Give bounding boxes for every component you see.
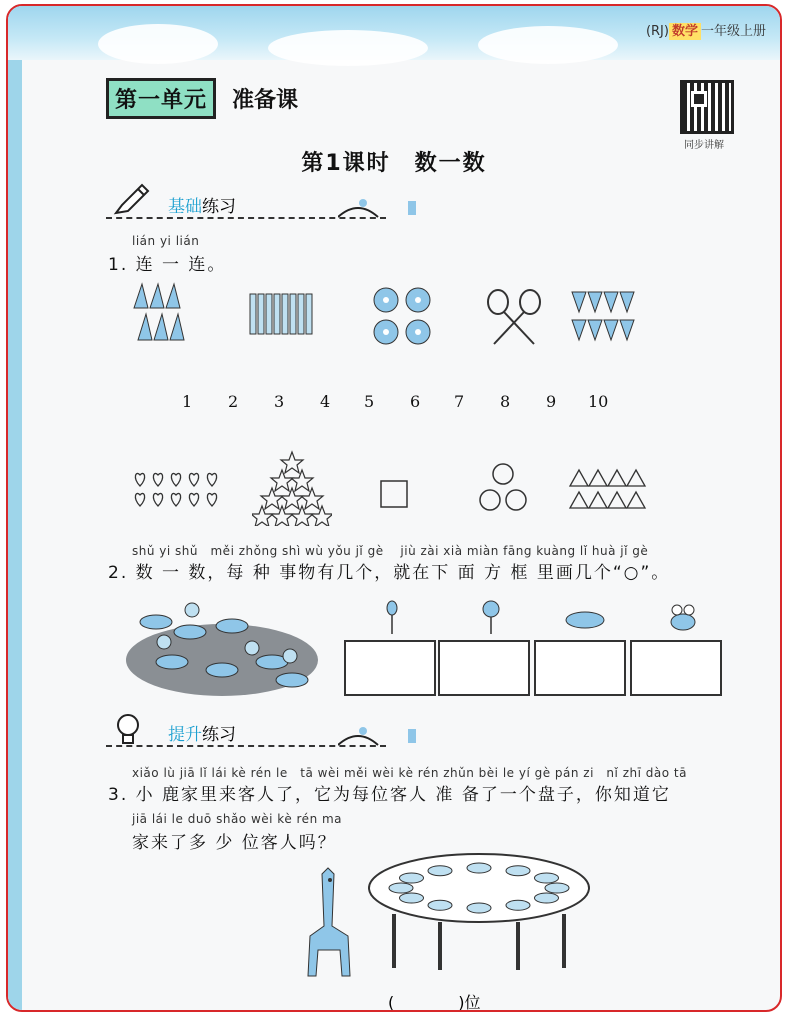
number-10: 10 <box>588 392 609 411</box>
deer-icon <box>288 866 368 986</box>
hearts-group-icon <box>132 468 228 512</box>
answer-box-lotus-bud[interactable] <box>344 640 436 696</box>
plate-icon <box>467 903 491 913</box>
plate-icon <box>535 893 559 903</box>
q1-text: 1. 连 一 连。 <box>108 255 227 275</box>
frog-icon <box>668 602 698 632</box>
series-grade: 一年级上册 <box>700 24 766 39</box>
answer-box-lotus-flower[interactable] <box>438 640 530 696</box>
plate-icon <box>389 883 413 893</box>
number-6: 6 <box>410 392 421 411</box>
flowers-group-icon <box>370 284 434 348</box>
cloud-decoration <box>268 30 428 66</box>
q2-text: 2. 数 一 数，每 种 事物有几个，就在下 面 方 框 里画几个“○”。 <box>108 563 671 583</box>
carrots-group-icon <box>128 282 192 342</box>
hill-decoration-icon <box>338 189 458 219</box>
section-basic-title: 基础练习 <box>168 197 236 217</box>
q3-pinyin-line2: jiā lái le duō shǎo wèi kè rén ma <box>132 812 343 826</box>
page-frame <box>6 4 782 1012</box>
q3-text-line1: 3. 小 鹿家里来客人了，它为每位客人 准 备了一个盘子，你知道它 <box>108 785 671 805</box>
stars-group-icon <box>252 450 332 526</box>
unit-header <box>106 78 298 119</box>
plate-icon <box>506 900 530 910</box>
section-basic-header <box>106 192 236 217</box>
number-7: 7 <box>454 392 465 411</box>
lotus-bud-icon <box>382 600 402 634</box>
circles-group-icon <box>478 462 528 512</box>
pencil-icon <box>110 183 150 217</box>
unit-label: 第一单元 <box>106 78 216 119</box>
lightbulb-icon <box>110 711 146 745</box>
plate-icon <box>535 873 559 883</box>
series-subject: 数学 <box>669 23 701 40</box>
number-2: 2 <box>228 392 239 411</box>
number-5: 5 <box>364 392 375 411</box>
cloud-decoration <box>478 26 618 64</box>
lotus-leaf-icon <box>564 610 606 630</box>
hill-decoration-icon <box>338 717 458 747</box>
table-with-plates <box>364 852 594 972</box>
triangles-group-icon <box>568 468 648 512</box>
series-code: (RJ) <box>645 24 669 39</box>
q3-answer-blank[interactable]: ( )位 <box>388 993 481 1012</box>
plate-icon <box>467 863 491 873</box>
lesson-title: 第1课时 数一数 <box>301 151 487 176</box>
section-advanced-title: 提升练习 <box>168 725 236 745</box>
plate-icon <box>506 866 530 876</box>
q2-pinyin: shǔ yi shǔ měi zhǒng shì wù yǒu jǐ gè jiù zài xià miàn fāng kuàng lǐ huà jǐ gè <box>132 544 649 558</box>
q1-pinyin: lián yi lián <box>132 234 200 248</box>
rackets-icon <box>484 288 544 348</box>
plate-icon <box>545 883 569 893</box>
q3-text-line2: 家来了多 少 位客人吗？ <box>132 833 337 853</box>
number-4: 4 <box>320 392 331 411</box>
answer-box-lotus-leaf[interactable] <box>534 640 626 696</box>
number-8: 8 <box>500 392 511 411</box>
cloud-decoration <box>98 24 218 64</box>
answer-box-frog[interactable] <box>630 640 722 696</box>
square-icon <box>380 480 408 508</box>
plate-icon <box>428 866 452 876</box>
number-9: 9 <box>546 392 557 411</box>
qr-label: 同步讲解 <box>684 140 724 151</box>
lotus-flower-icon <box>478 600 504 634</box>
number-1: 1 <box>182 392 193 411</box>
series-label <box>646 20 766 39</box>
plate-icon <box>400 873 424 883</box>
pencils-group-icon <box>248 288 314 338</box>
number-3: 3 <box>274 392 285 411</box>
plate-icon <box>428 900 452 910</box>
section-advanced-header <box>106 720 236 745</box>
plate-icon <box>400 893 424 903</box>
strawberries-group-icon <box>570 286 640 346</box>
qr-code-icon[interactable] <box>680 80 734 134</box>
unit-name: 准备课 <box>232 88 299 113</box>
q3-pinyin-line1: xiǎo lù jiā lǐ lái kè rén le tā wèi měi wèi kè rén zhǔn bèi le yí gè pán zi nǐ zhī dào tā <box>132 766 687 780</box>
pond-scene-icon <box>122 590 322 700</box>
